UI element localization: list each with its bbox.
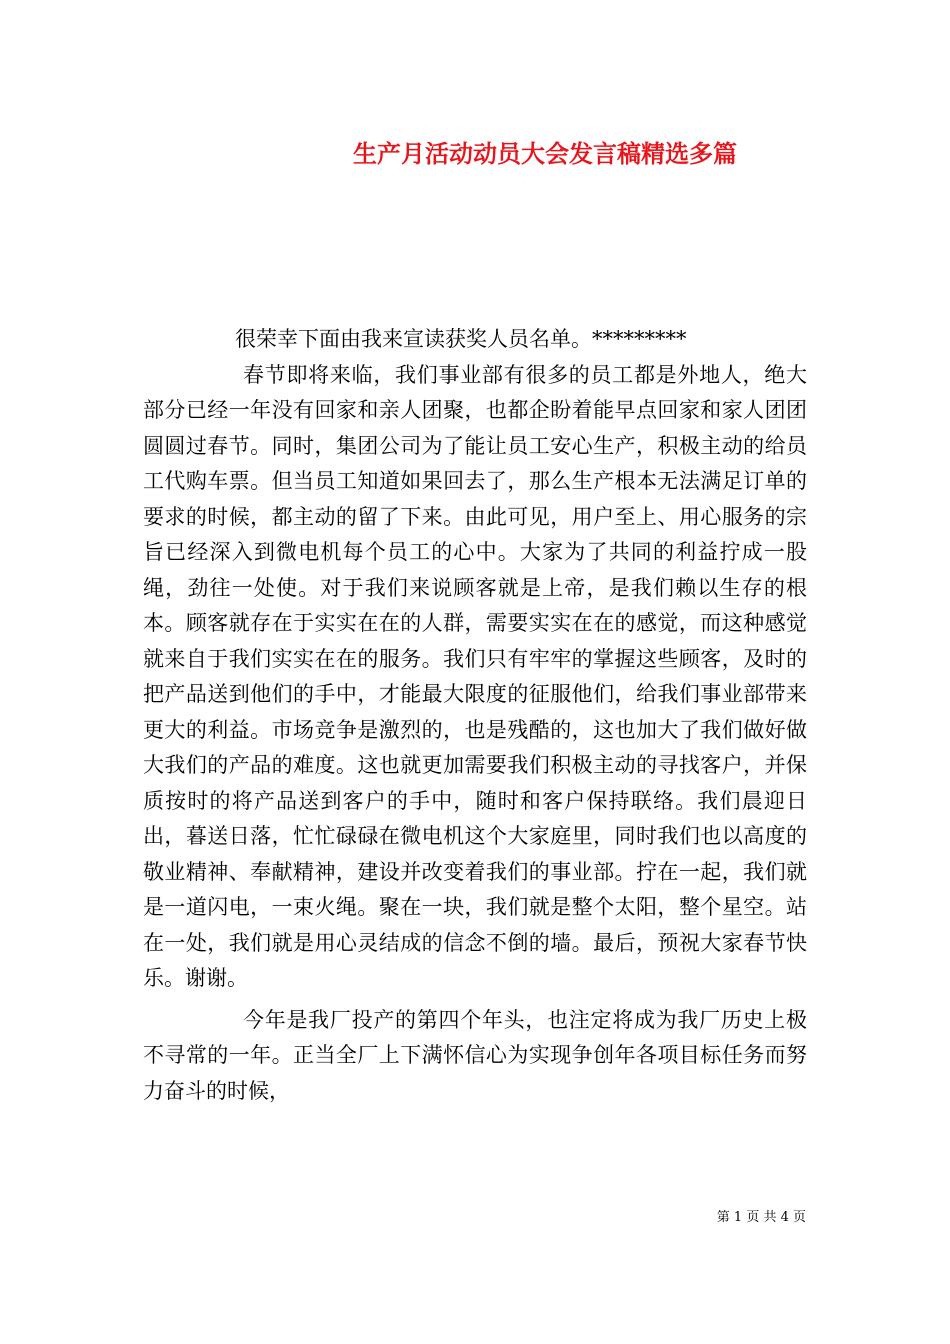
paragraph-fourth-year: 今年是我厂投产的第四个年头，也注定将成为我厂历史上极不寻常的一年。正当全厂上下满怀信心为实现争创年各项目标任务而努力奋斗的时候， bbox=[143, 1007, 807, 1103]
paragraph-award-list: 很荣幸下面由我来宣读获奖人员名单。********* bbox=[235, 327, 687, 351]
document-body bbox=[143, 322, 807, 1109]
paragraph-spring-festival: 春节即将来临，我们事业部有很多的员工都是外地人，绝大部分已经一年没有回家和亲人团聚，也都企盼着能早点回家和家人团团圆圆过春节。同时，集团公司为了能让员工安心生产，积极主动的给员工代购车票。但当员工知道如果回去了，那么生产根本无法满足订单的要求的时候，都主动的留了下来。由此可见，用户至上、用心服务的宗旨已经深入到微电机每个员工的心中。大家为了共同的利益拧成一股绳，劲往一处使。对于我们来说顾客就是上帝，是我们赖以生存的根本。顾客就存在于实实在在的人群，需要实实在在的感觉，而这种感觉就来自于我们实实在在的服务。我们只有牢牢的掌握这些顾客，及时的把产品送到他们的手中，才能最大限度的征服他们，给我们事业部带来更大的利益。市场竞争是激烈的，也是残酷的，这也加大了我们做好做大我们的产品的难度。这也就更加需要我们积极主动的寻找客户，并保质按时的将产品送到客户的手中，随时和客户保持联络。我们晨迎日出，暮送日落，忙忙碌碌在微电机这个大家庭里，同时我们也以高度的敬业精神、奉献精神，建设并改变着我们的事业部。拧在一起，我们就是一道闪电，一束火绳。聚在一块，我们就是整个太阳，整个星空。站在一处，我们就是用心灵结成的信念不倒的墙。最后，预祝大家春节快乐。谢谢。 bbox=[143, 362, 807, 990]
page-number: 第 1 页 共 4 页 bbox=[716, 1210, 806, 1225]
document-title: 生产月活动动员大会发言稿精选多篇 bbox=[353, 140, 737, 168]
